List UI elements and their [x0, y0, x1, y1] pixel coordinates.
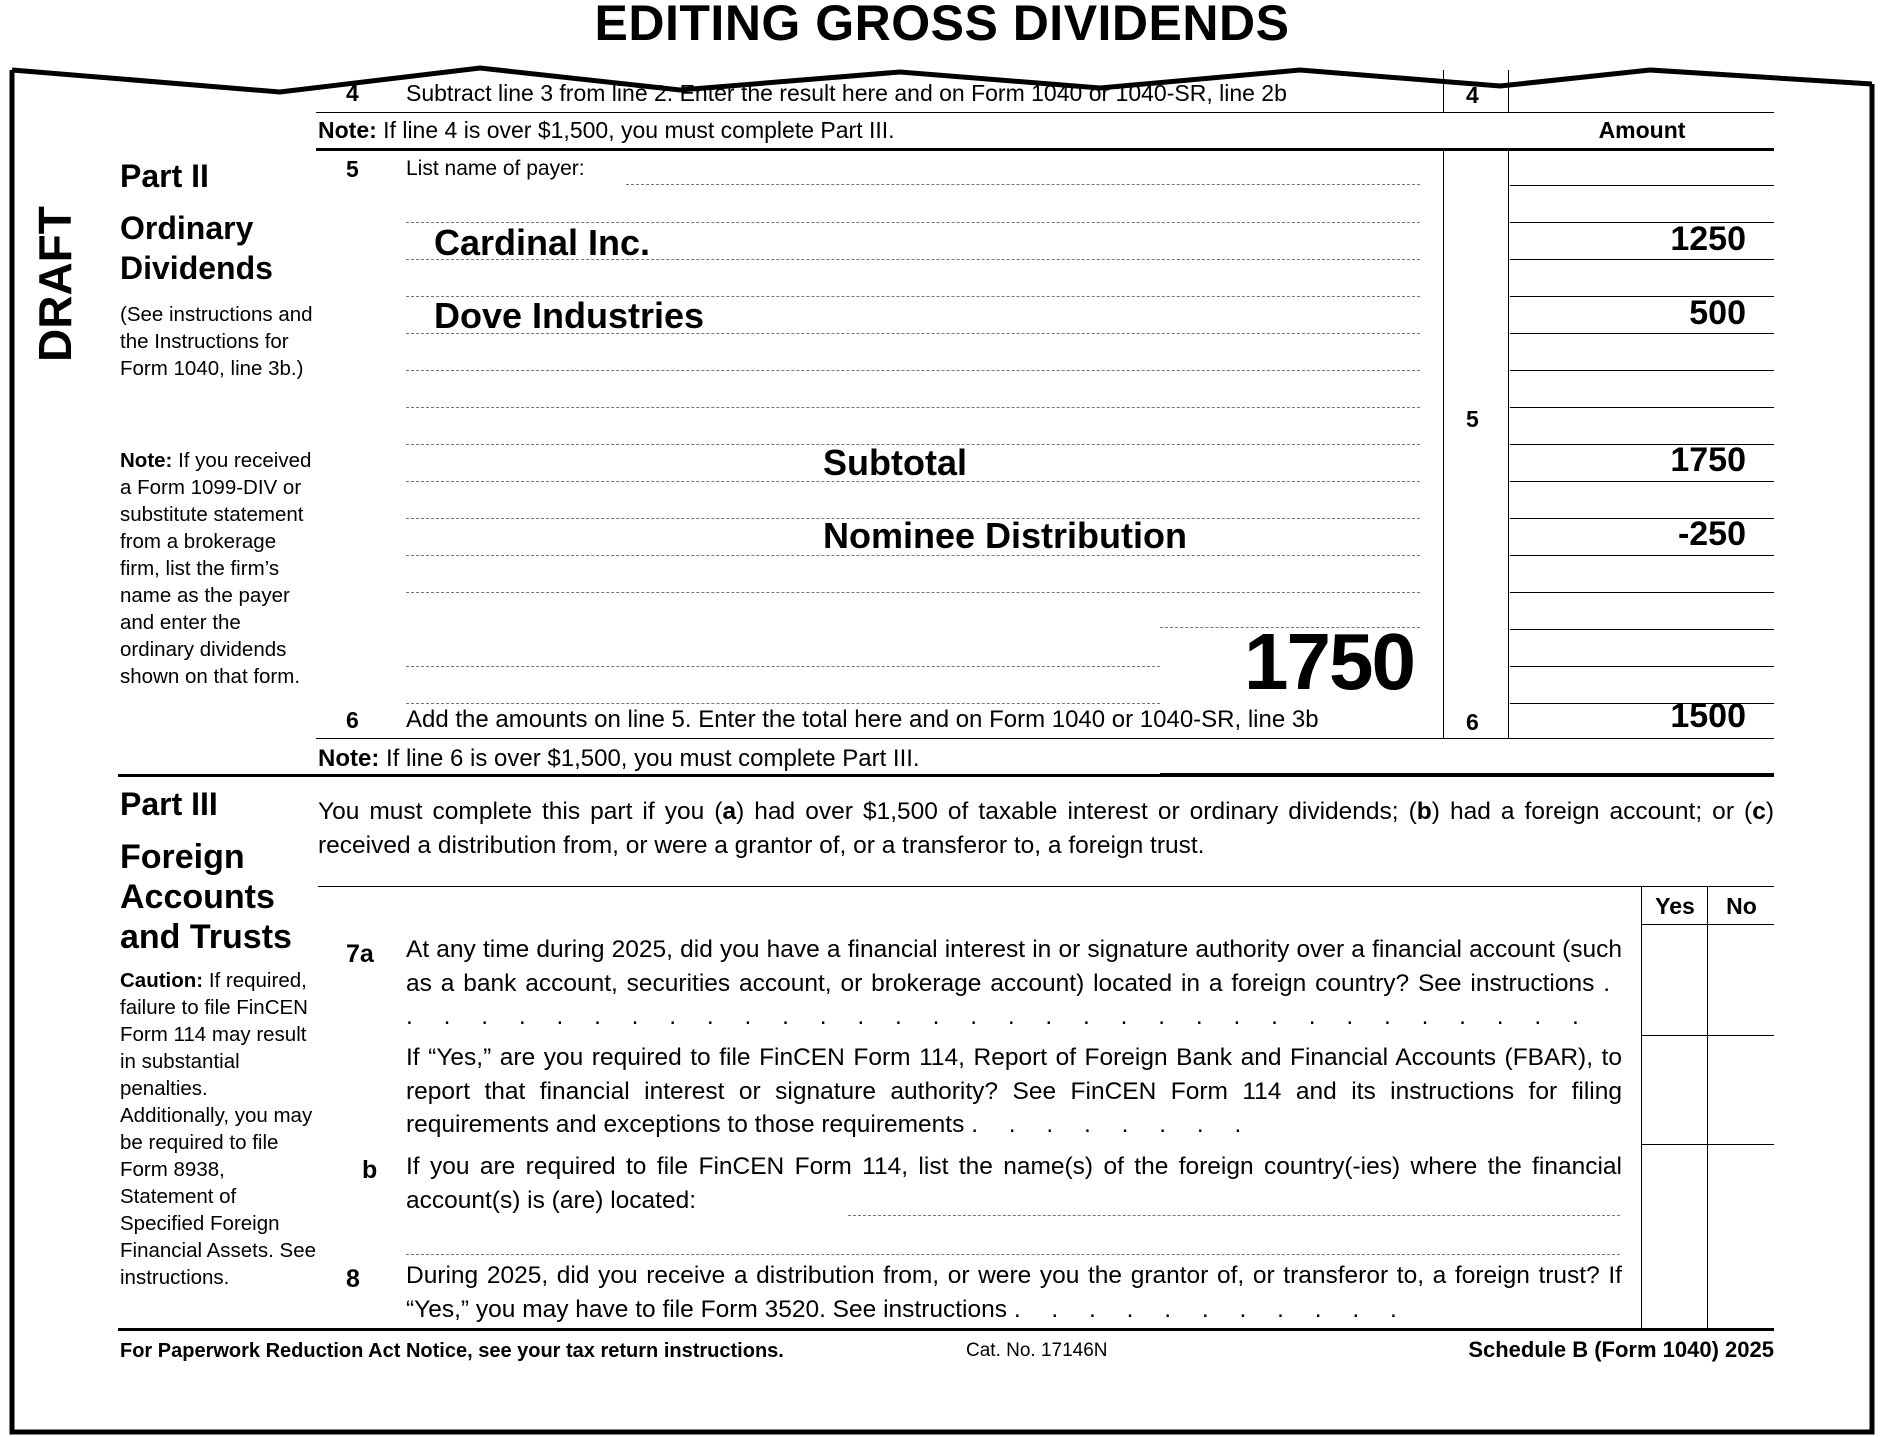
amount-column-header: Amount [1598, 117, 1686, 143]
line-6-amount[interactable]: 1500 [1670, 697, 1746, 735]
line-4-box-label: 4 [1466, 82, 1479, 108]
payer-name[interactable]: Subtotal [823, 442, 967, 483]
fbar-yes-checkbox[interactable] [1642, 1036, 1707, 1144]
part-2-subtitle-1: Ordinary [120, 210, 254, 246]
handwritten-total: 1750 [1244, 617, 1414, 706]
line-4-note: Note: If line 4 is over $1,500, you must complete Part III. [318, 117, 895, 143]
part-2-instructions: (See instructions and the Instructions for Form 1040, line 3b.) [120, 303, 313, 380]
part-3-subtitle-1: Foreign [120, 838, 245, 876]
part-3-subtitle-2: Accounts [120, 878, 275, 916]
question-7b-number: b [362, 1156, 378, 1184]
line-6-number: 6 [346, 707, 359, 733]
line-6-box-label: 6 [1466, 709, 1479, 735]
question-7a-yes-checkbox[interactable] [1642, 925, 1707, 1035]
question-8-text: During 2025, did you receive a distribution from, or were you the grantor of, or transferor to, a foreign trust? If “Yes,” you may have to file Form 3520. See instructions . . . . . . . . . . . [406, 1262, 1622, 1323]
part-2-title: Part II [120, 158, 209, 194]
line-4-amount-field[interactable] [1510, 70, 1774, 112]
payer-amount[interactable]: 500 [1689, 294, 1746, 332]
line-6-text: Add the amounts on line 5. Enter the total here and on Form 1040 or 1040-SR, line 3b [406, 706, 1319, 733]
question-7a-no-checkbox[interactable] [1708, 925, 1774, 1035]
question-7a-number: 7a [346, 940, 374, 968]
question-7b-text: If you are required to file FinCEN Form 114, list the name(s) of the foreign country(-ies) where the financial account(s) is (are) located: [406, 1153, 1622, 1214]
payer-amount[interactable]: -250 [1677, 515, 1746, 553]
question-8-no-checkbox[interactable] [1708, 1250, 1774, 1328]
fbar-no-checkbox[interactable] [1708, 1036, 1774, 1144]
question-7a-text: At any time during 2025, did you have a financial interest in or signature authority over a financial account (such as a bank account, securities account, or brokerage account) located in a foreign country? See instructions . . . . . . . . . . . . . . . . . . . . . . . . . . . . . . . . . [406, 936, 1622, 1030]
line-4-text: Subtract line 3 from line 2. Enter the result here and on Form 1040 or 1040-SR, line 2b [406, 80, 1287, 106]
line-6-note: Note: If line 6 is over $1,500, you must complete Part III. [318, 745, 920, 772]
question-8-number: 8 [346, 1265, 360, 1293]
payer-amount[interactable]: 1250 [1670, 220, 1746, 258]
line-5-label: List name of payer: [406, 157, 585, 180]
question-8-yes-checkbox[interactable] [1642, 1250, 1707, 1328]
payer-name[interactable]: Cardinal Inc. [434, 222, 651, 263]
part-3-caution: Caution: If required, failure to file FinCEN Form 114 may result in substantial penalties. Additionally, you may be required to file Form 8938, Statement of Specified Foreign Financial Assets. See instructions. [120, 969, 316, 1289]
payer-name[interactable]: Nominee Distribution [823, 515, 1188, 556]
payer-name[interactable]: Dove Industries [434, 295, 705, 336]
footer-form-id: Schedule B (Form 1040) 2025 [1468, 1337, 1774, 1362]
footer-paperwork-notice: For Paperwork Reduction Act Notice, see your tax return instructions. [120, 1340, 784, 1362]
page-title: EDITING GROSS DIVIDENDS [594, 0, 1290, 51]
question-7a-fbar-text: If “Yes,” are you required to file FinCEN Form 114, Report of Foreign Bank and Financial Accounts (FBAR), to report that financial interest or signature authority? See FinCEN Form 114 and its instructions for filing requirements and exceptions to those requirements . . . . . . . . [406, 1044, 1622, 1138]
line-5-number: 5 [346, 156, 359, 182]
part-2-note: Note: If you received a Form 1099-DIV or substitute statement from a brokerage firm, list the firm’s name as the payer and enter the ordinary dividends shown on that form. [120, 449, 312, 688]
part-3-title: Part III [120, 786, 218, 822]
draft-watermark: DRAFT [29, 206, 81, 362]
line-5-box-label: 5 [1466, 406, 1479, 432]
part-2-subtitle-2: Dividends [120, 250, 273, 286]
payer-amount[interactable]: 1750 [1670, 441, 1746, 479]
no-column-header: No [1726, 893, 1757, 919]
part-3-subtitle-3: and Trusts [120, 918, 292, 956]
part-3-intro: You must complete this part if you (a) had over $1,500 of taxable interest or ordinary dividends; (b) had a foreign account; or (c) received a distribution from, or were a grantor of, or a transferor to, a foreign trust. [318, 798, 1774, 859]
yes-column-header: Yes [1655, 893, 1695, 919]
line-4-number: 4 [346, 80, 359, 106]
foreign-country-field[interactable] [848, 1215, 1620, 1216]
footer-cat-number: Cat. No. 17146N [966, 1340, 1108, 1361]
